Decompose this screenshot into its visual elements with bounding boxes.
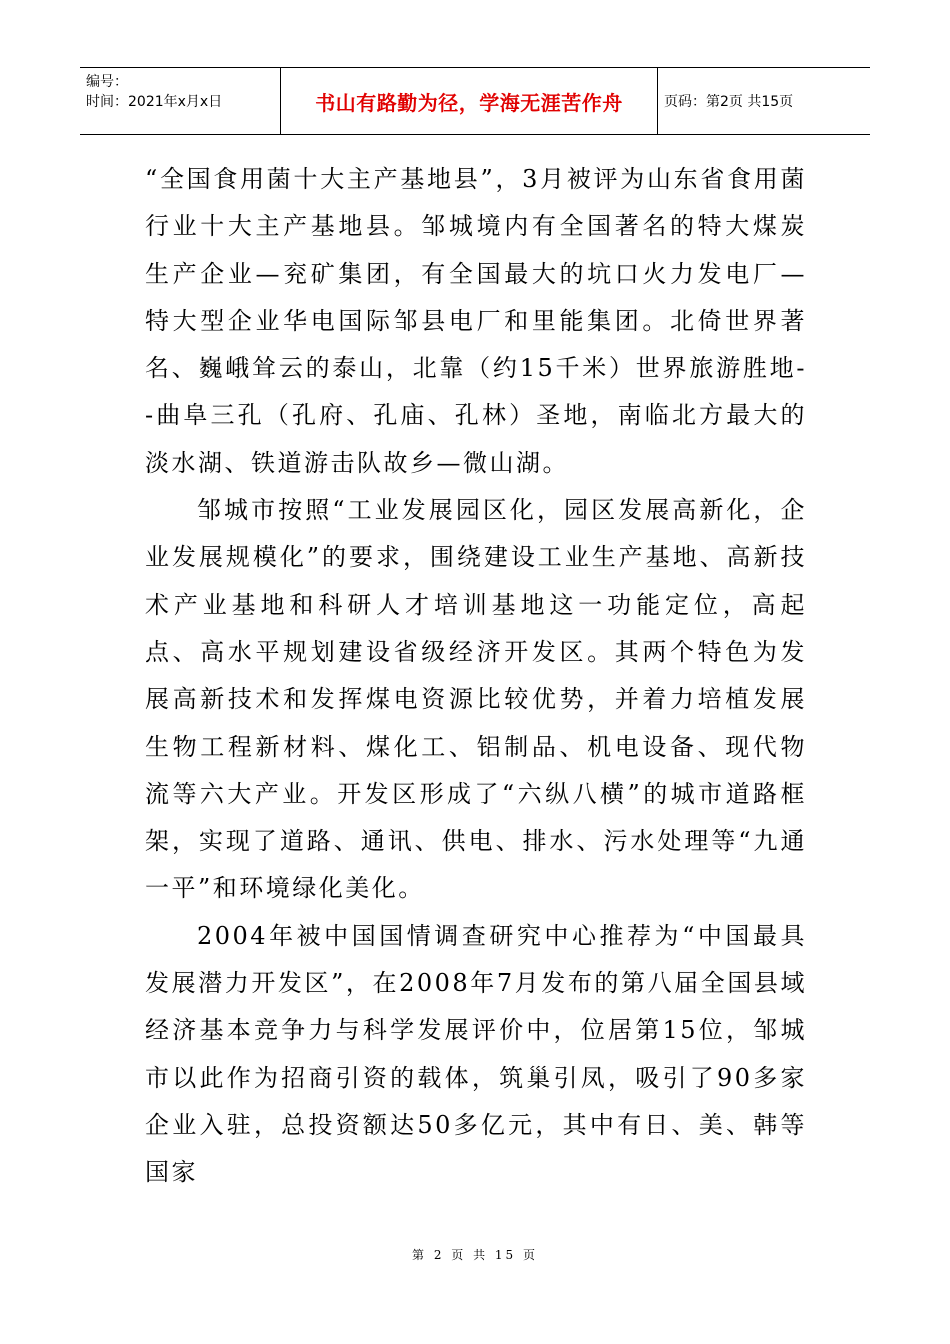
header-meta-cell [80, 68, 281, 134]
document-date-label: 时间：2021年x月x日 [86, 94, 223, 110]
body-paragraph-2: 邹城市按照“工业发展园区化，园区发展高新化，企业发展规模化”的要求，围绕建设工业生产基地、高新技术产业基地和科研人才培训基地这一功能定位，高起点、高水平规划建设省级经济开发区。其两个特色为发展高新技术和发挥煤电资源比较优势，并着力培植发展生物工程新材料、煤化工、铝制品、机电设备、现代物流等六大产业。开发区形成了“六纵八横”的城市道路框架，实现了道路、通讯、供电、排水、污水处理等“九通一平”和环境绿化美化。 [145, 496, 807, 903]
header-motto: 书山有路勤为径，学海无涯苦作舟 [281, 68, 658, 134]
header-page-info: 页码：第2页 共15页 [664, 94, 794, 110]
page-footer: 第 2 页 共 15 页 [412, 1248, 538, 1262]
body-paragraph-3: 2004年被中国国情调查研究中心推荐为“中国最具发展潜力开发区”，在2008年7月发布的第八届全国县域经济基本竞争力与科学发展评价中，位居第15位，邹城市以此作为招商引资的载体，筑巢引凤，吸引了90多家企业入驻，总投资额达50多亿元，其中有日、美、韩等国家 [145, 921, 807, 1187]
document-body [145, 156, 807, 1197]
document-number-label: 编号： [86, 74, 128, 90]
page-header [80, 67, 870, 135]
body-paragraph-1: “全国食用菌十大主产基地县”，3月被评为山东省食用菌行业十大主产基地县。邹城境内有全国著名的特大煤炭生产企业—兖矿集团，有全国最大的坑口火力发电厂—特大型企业华电国际邹县电厂和里能集团。北倚世界著名、巍峨耸云的泰山，北靠（约15千米）世界旅游胜地--曲阜三孔（孔府、孔庙、孔林）圣地，南临北方最大的淡水湖、铁道游击队故乡—微山湖。 [145, 165, 807, 477]
